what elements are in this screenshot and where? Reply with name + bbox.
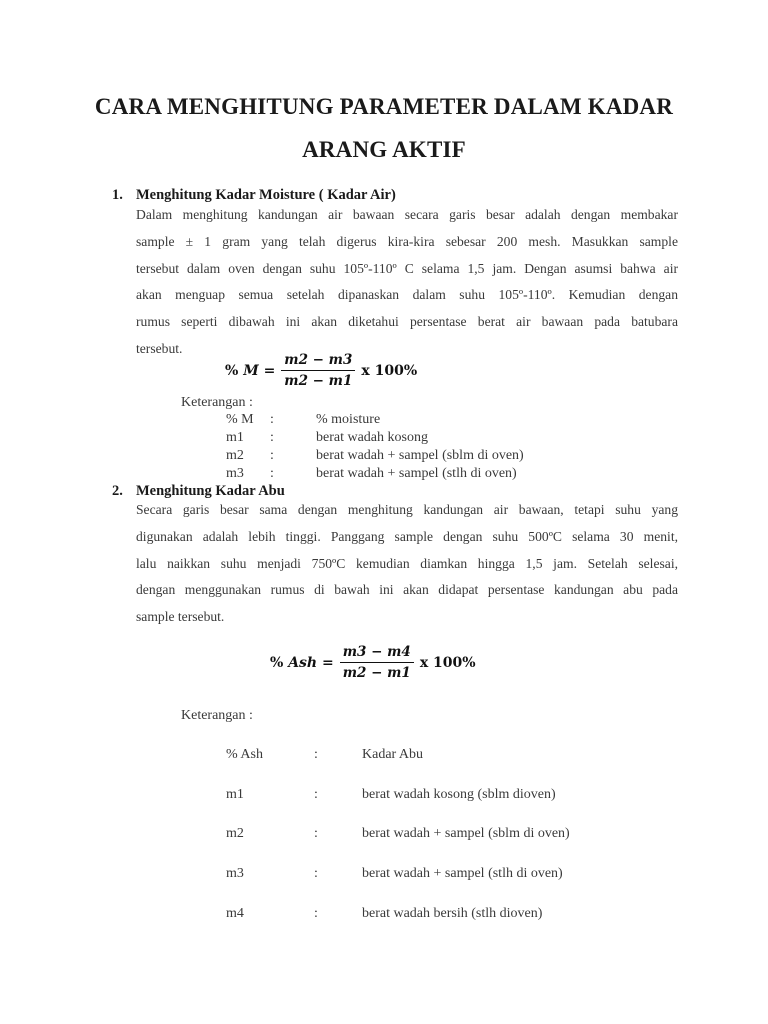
document-title-line-2: ARANG AKTIF <box>302 137 466 162</box>
definition-symbol: m1 <box>226 787 244 802</box>
paragraph-line: dengan menggunakan rumus di bawah ini akan didapat persentase kandungan abu pada <box>136 582 678 598</box>
definition-colon: : <box>270 430 274 445</box>
paragraph-line: sample ± 1 gram yang telah digerus kira-kira sebesar 200 mesh. Masukkan sample <box>136 233 678 249</box>
definition-meaning: berat wadah kosong (sblm dioven) <box>362 787 556 802</box>
definition-symbol: m2 <box>226 826 244 841</box>
formula-rhs: x 100% <box>419 654 476 671</box>
definition-meaning: berat wadah bersih (stlh dioven) <box>362 906 543 921</box>
moisture-formula <box>225 352 417 389</box>
definition-colon: : <box>314 787 318 802</box>
document-title-line-1: CARA MENGHITUNG PARAMETER DALAM KADAR <box>94 94 674 119</box>
definition-symbol: % Ash <box>226 747 263 762</box>
formula-equals: = <box>322 654 334 671</box>
paragraph-line: sample tersebut. <box>136 609 225 625</box>
definition-meaning: berat wadah + sampel (sblm di oven) <box>362 826 570 841</box>
definition-meaning: berat wadah + sampel (stlh di oven) <box>362 866 563 881</box>
definition-colon: : <box>314 747 318 762</box>
definition-meaning: berat wadah + sampel (sblm di oven) <box>316 448 524 463</box>
formula-denominator: m2 − m1 <box>342 665 411 682</box>
paragraph-line: akan menguap semua setelah dipanaskan dalam suhu 105º-110º. Kemudian dengan <box>136 287 678 303</box>
definition-colon: : <box>314 866 318 881</box>
section-2-paragraph <box>136 497 678 631</box>
paragraph-line: digunakan adalah lebih tinggi. Panggang sample dengan suhu 500ºC selama 30 menit, <box>136 528 678 544</box>
definition-colon: : <box>270 412 274 427</box>
ash-formula <box>270 644 476 681</box>
formula-rhs: x 100% <box>361 362 418 379</box>
definition-symbol: m3 <box>226 466 244 481</box>
definition-symbol: % M <box>226 412 254 427</box>
paragraph-line: Dalam menghitung kandungan air bawaan secara garis besar adalah dengan membakar <box>136 207 678 222</box>
formula-numerator: m2 − m3 <box>284 352 353 368</box>
paragraph-line: rumus seperti dibawah ini akan diketahui persentase berat air bawaan pada batubara <box>136 314 678 330</box>
paragraph-line: Secara garis besar sama dengan menghitung kandungan air bawaan, tetapi suhu yang <box>136 502 678 517</box>
formula-equals: = <box>263 362 276 379</box>
definition-symbol: m4 <box>226 906 244 921</box>
section-2-keterangan-label: Keterangan : <box>181 708 253 723</box>
section-1-keterangan-label: Keterangan : <box>181 395 253 410</box>
fraction-bar <box>281 370 355 371</box>
section-2-heading: Menghitung Kadar Abu <box>136 483 285 499</box>
formula-denominator: m2 − m1 <box>284 373 353 390</box>
fraction-bar <box>340 662 414 663</box>
definition-meaning: % moisture <box>316 412 381 427</box>
formula-variable: Ash <box>288 654 318 671</box>
section-1-heading: Menghitung Kadar Moisture ( Kadar Air) <box>136 187 396 203</box>
section-2-number: 2. <box>112 483 123 499</box>
definition-colon: : <box>270 448 274 463</box>
paragraph-line: tersebut. <box>136 340 183 356</box>
definition-meaning: Kadar Abu <box>362 747 424 762</box>
section-1-paragraph <box>136 202 678 363</box>
definition-meaning: berat wadah kosong <box>316 430 428 445</box>
definition-meaning: berat wadah + sampel (stlh di oven) <box>316 466 517 481</box>
definition-symbol: m1 <box>226 430 244 445</box>
section-1-number: 1. <box>112 187 123 203</box>
paragraph-line: tersebut dalam oven dengan suhu 105º-110º C selama 1,5 jam. Dengan asumsi bahwa air <box>136 260 678 276</box>
formula-percent: % <box>270 654 284 671</box>
formula-fraction <box>340 644 414 681</box>
definition-symbol: m2 <box>226 448 244 463</box>
formula-percent: % <box>225 362 239 379</box>
definition-colon: : <box>314 906 318 921</box>
definition-colon: : <box>270 466 274 481</box>
formula-variable: M <box>243 362 259 379</box>
formula-numerator: m3 − m4 <box>342 644 411 660</box>
definition-symbol: m3 <box>226 866 244 881</box>
formula-lhs <box>270 655 334 671</box>
formula-fraction <box>281 352 355 389</box>
formula-lhs <box>225 363 275 379</box>
definition-colon: : <box>314 826 318 841</box>
paragraph-line: lalu naikkan suhu menjadi 750ºC kemudian diamkan hingga 1,5 jam. Setelah selesai, <box>136 555 678 571</box>
